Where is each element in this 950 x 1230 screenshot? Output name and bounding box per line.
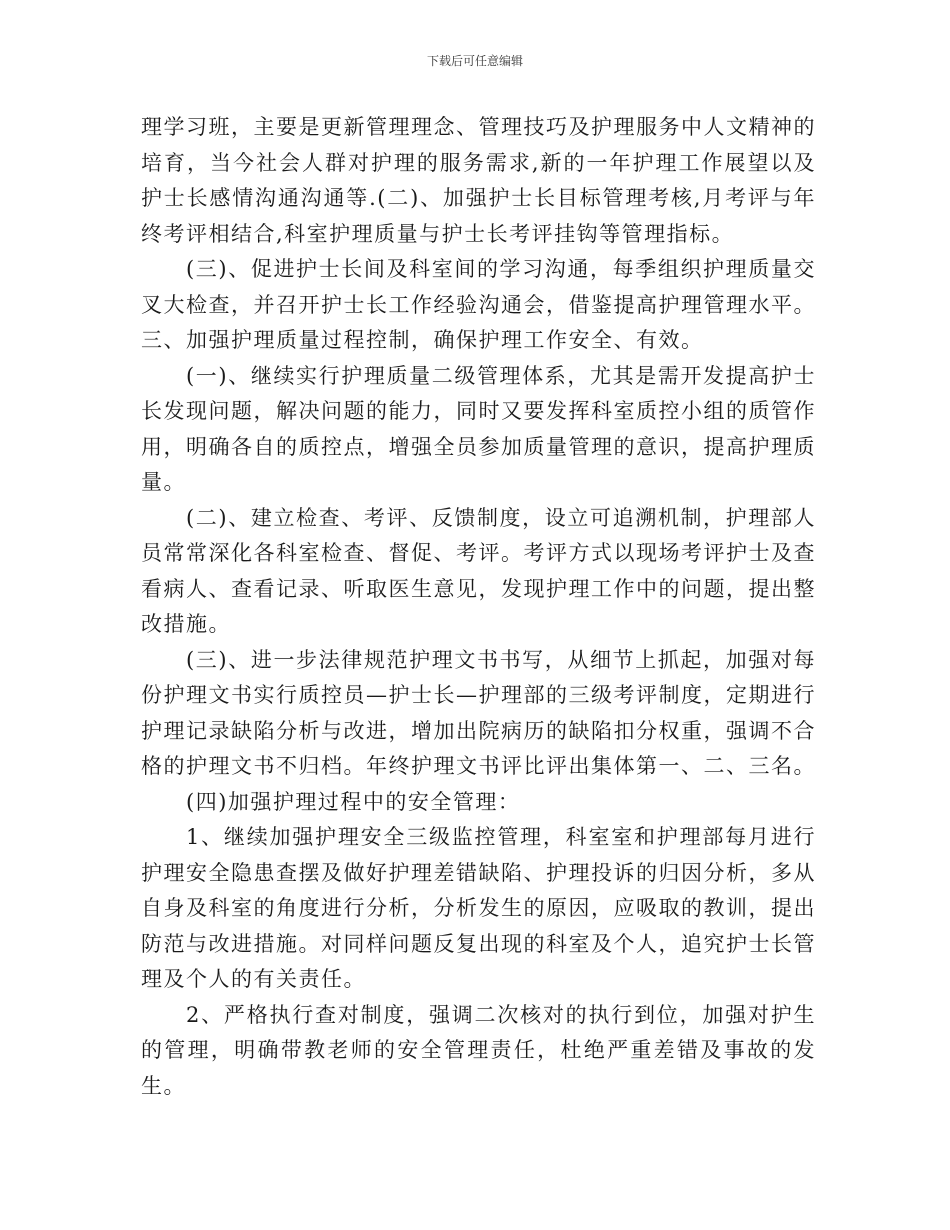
paragraph-1: 理学习班，主要是更新管理理念、管理技巧及护理服务中人文精神的培育，当今社会人群对护理的服务需求,新的一年护理工作展望以及护士长感情沟通沟通等.(二)、加强护士长目标管理考核,月考评与年终考评相结合,科室护理质量与护士长考评挂钩等管理指标。 [141,115,816,246]
paragraph-7: (四)加强护理过程中的安全管理： [186,789,521,814]
section-heading-3: 三、加强护理质量过程控制，确保护理工作安全、有效。 [141,328,704,352]
paragraph-9: 2、严格执行查对制度，强调二次核对的执行到位，加强对护生的管理，明确带教老师的安全管理责任，杜绝严重差错及事故的发生。 [141,1002,816,1098]
paragraph-5: (二)、建立检查、考评、反馈制度，设立可追溯机制，护理部人员常常深化各科室检查、督促、考评。考评方式以现场考评护士及查看病人、查看记录、听取医生意见，发现护理工作中的问题，提出整改措施。 [141,505,816,636]
document-body [141,110,816,1104]
paragraph-8: 1、继续加强护理安全三级监控管理，科室室和护理部每月进行护理安全隐患查摆及做好护理差错缺陷、护理投诉的归因分析，多从自身及科室的角度进行分析，分析发生的原因，应吸取的教训，提出防范与改进措施。对同样问题反复出现的科室及个人，追究护士长管理及个人的有关责任。 [141,825,816,991]
paragraph-2: (三)、促进护士长间及科室间的学习沟通，每季组织护理质量交叉大检查，并召开护士长工作经验沟通会，借鉴提高护理管理水平。 [141,257,816,317]
paragraph-4: (一)、继续实行护理质量二级管理体系，尤其是需开发提高护士长发现问题，解决问题的能力，同时又要发挥科室质控小组的质管作用，明确各自的质控点，增强全员参加质量管理的意识，提高护理质量。 [141,363,816,494]
paragraph-6: (三)、进一步法律规范护理文书书写，从细节上抓起，加强对每份护理文书实行质控员—护士长—护理部的三级考评制度，定期进行护理记录缺陷分析与改进，增加出院病历的缺陷扣分权重，强调不合格的护理文书不归档。年终护理文书评比评出集体第一、二、三名。 [141,647,816,778]
page-header: 下载后可任意编辑 [426,54,523,68]
